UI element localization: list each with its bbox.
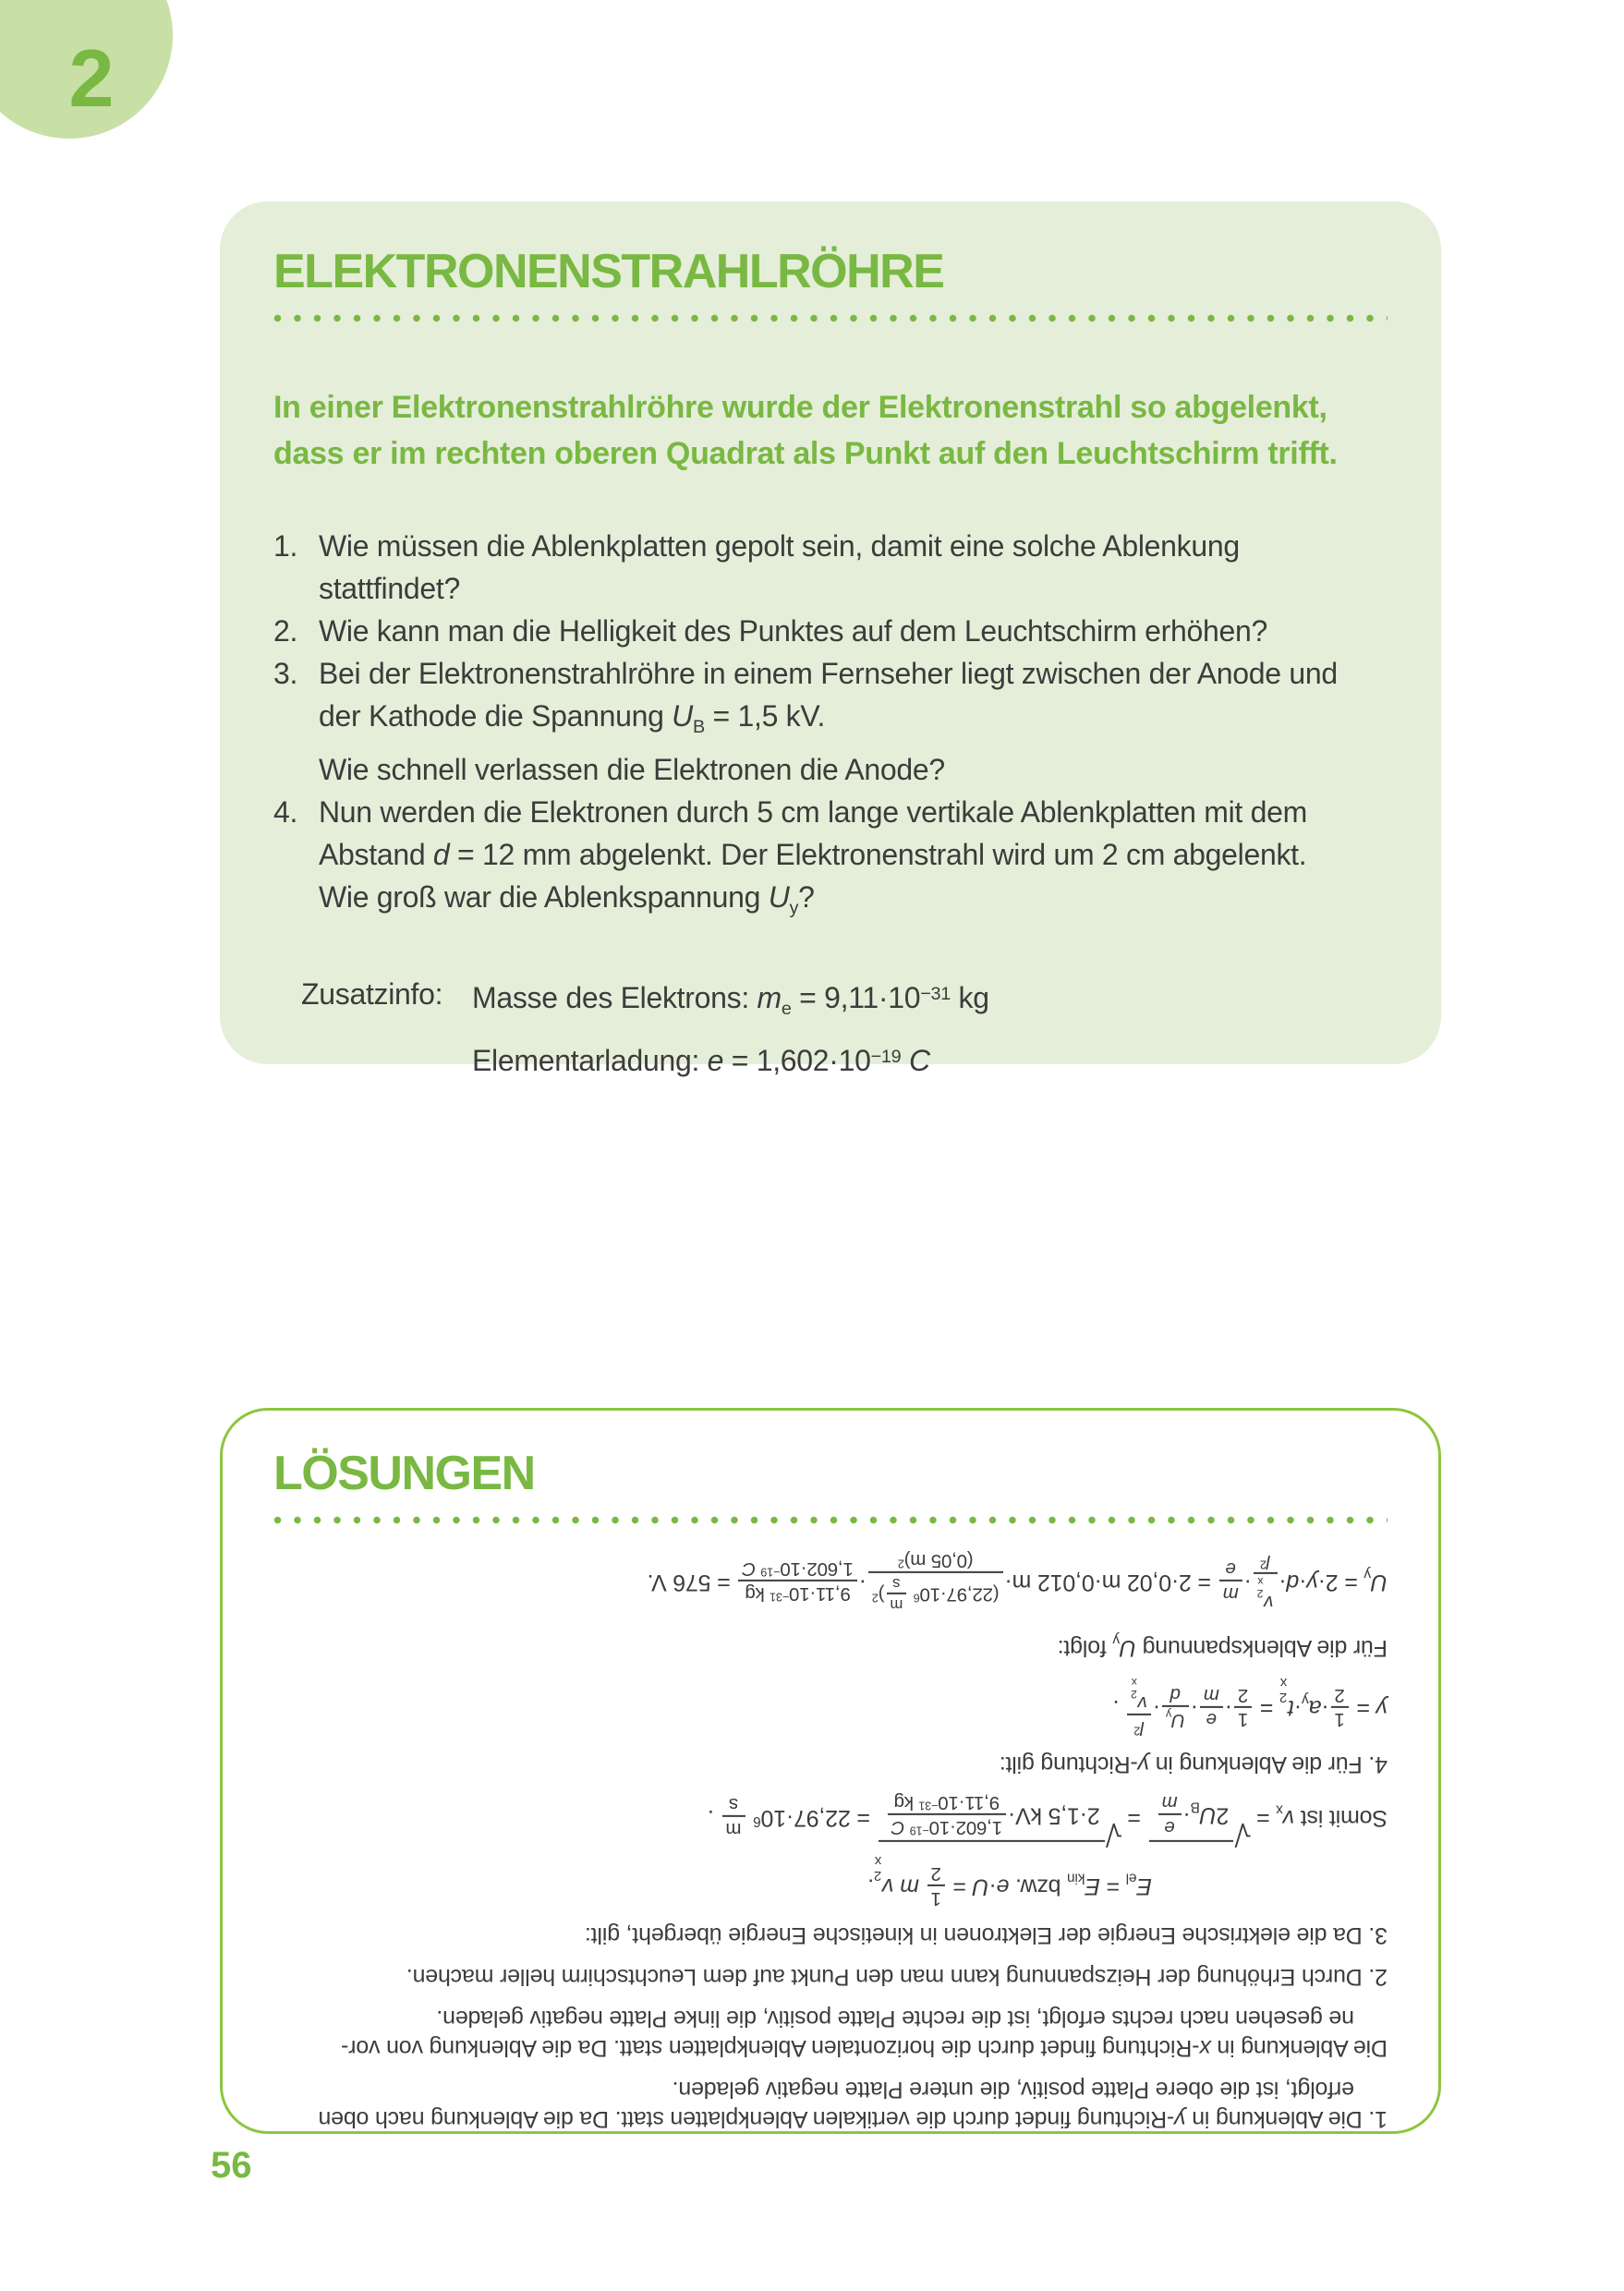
page-number: 56 <box>211 2145 252 2186</box>
variable: x <box>1199 2034 1211 2061</box>
title-dots <box>273 314 1388 323</box>
text-token: Wie müssen die Ablenkplatten gepolt sein, damit eine solche Ablenkung <box>319 529 1240 563</box>
exponent: 2 <box>874 1868 882 1885</box>
denominator <box>1254 1550 1278 1572</box>
solution-item <box>273 2075 1388 2134</box>
numerator <box>1234 1705 1252 1729</box>
text-token: Die Ablenkung in <box>1185 2105 1363 2132</box>
intro-line: In einer Elektronenstrahlröhre wurde der Elektronenstrahl so abgelenkt, <box>273 390 1327 425</box>
solution-item <box>273 2004 1388 2063</box>
text-token: kg <box>745 1583 770 1606</box>
text-token: Masse des Elektrons: <box>472 980 757 1014</box>
text-token: Da die elektrische Energie der Elektronen in kinetische Energie übergeht, gilt: <box>585 1921 1363 1948</box>
exponent: −31 <box>918 1799 939 1813</box>
text-token: = <box>1250 1804 1277 1831</box>
variable: U <box>768 879 790 914</box>
solutions-title-dots <box>273 1516 1388 1525</box>
zusatzinfo-values <box>472 970 989 1085</box>
text-token: · <box>858 1569 867 1595</box>
variable-sub <box>672 699 705 737</box>
text-token: = 12 mm abgelenkt. Der Elektronenstrahl wird um 2 cm abgelenkt. <box>449 837 1307 871</box>
question-number: 1. <box>273 529 298 563</box>
text-token: · <box>1182 1801 1191 1828</box>
solution-line <box>273 2004 1354 2033</box>
question-body <box>319 610 1388 652</box>
subscript: y <box>1302 1691 1309 1708</box>
variable: e <box>996 1873 1010 1900</box>
variable: e <box>1206 1709 1218 1731</box>
exponent: −31 <box>770 1590 790 1605</box>
text-token: Wie kann man die Helligkeit des Punktes auf dem Leuchtschirm erhöhen? <box>319 614 1267 648</box>
text-token: 2·1,5 kV· <box>1008 1801 1100 1828</box>
question-item <box>273 525 1388 610</box>
question-number: 4. <box>273 794 298 829</box>
text-token: 2 <box>930 1862 941 1885</box>
subscript: x <box>1257 1574 1264 1588</box>
solution-line <box>273 1549 1388 1613</box>
numerator <box>1254 1572 1278 1612</box>
denominator <box>1331 1683 1349 1705</box>
question-line <box>319 833 1388 876</box>
text-token: Bei der Elektronenstrahlröhre in einem Fernseher liegt zwischen der Anode und <box>319 657 1338 690</box>
text-token: . <box>867 1873 875 1900</box>
numerator <box>868 1571 1003 1613</box>
solution-line <box>273 1791 1388 1842</box>
text-token: = 1,602·10 <box>723 1043 871 1077</box>
text-token: · <box>1294 1694 1303 1721</box>
denominator <box>1162 1683 1189 1705</box>
question-number: 2. <box>273 614 298 648</box>
problem-box <box>220 201 1441 1077</box>
text-token: der Kathode die Spannung <box>319 699 673 733</box>
variable: v <box>1137 1691 1147 1714</box>
numerator <box>888 1813 1006 1837</box>
exponent: 2 <box>1256 1586 1264 1600</box>
variable: v <box>882 1873 894 1900</box>
text-token: = <box>1099 1873 1126 1900</box>
numerator <box>1219 1580 1242 1604</box>
solution-line <box>273 1625 1388 1663</box>
subscript: el <box>1125 1870 1137 1886</box>
text-token: = <box>1254 1694 1280 1721</box>
text-token <box>904 1817 910 1838</box>
numerator <box>1127 1714 1151 1738</box>
text-token: 2 <box>1216 1801 1230 1828</box>
question-body <box>319 652 1388 791</box>
variable: C <box>742 1558 757 1581</box>
exponent: 2 <box>898 1557 904 1571</box>
text-token: · <box>1279 1569 1287 1595</box>
text-token: 1,602·10 <box>928 1816 1003 1838</box>
text-token: = <box>1121 1804 1147 1831</box>
fraction <box>738 1558 856 1604</box>
text-token <box>919 1873 926 1899</box>
denominator <box>888 1791 1006 1813</box>
problem-title: ELEKTRONENSTRAHLRÖHRE <box>273 245 944 298</box>
variable-sub <box>1276 1801 1295 1831</box>
text-token: Elementarladung: <box>472 1043 708 1077</box>
variable: e <box>1225 1558 1236 1581</box>
question-number: 3. <box>273 657 298 690</box>
fraction <box>868 1549 1003 1613</box>
solution-line <box>273 1921 1388 1950</box>
question-line <box>319 876 1388 929</box>
problem-intro <box>273 384 1388 477</box>
text-token: (22,97·10 <box>919 1583 1000 1606</box>
solutions-content-rotated <box>273 1549 1388 2134</box>
subscript: B <box>692 716 705 737</box>
variable: U <box>1171 1710 1185 1732</box>
variable: U <box>1120 1635 1136 1662</box>
variable-sup <box>1260 1551 1270 1572</box>
variable: m <box>757 980 782 1014</box>
text-token: ) <box>878 1583 885 1606</box>
zusatzinfo-row <box>472 1033 989 1085</box>
exponent: 2 <box>872 1591 879 1606</box>
variable-sub <box>757 980 792 1019</box>
text-token: Durch Erhöhung der Heizspannung kann man den Punkt auf dem Leuchtschirm heller machen. <box>406 1963 1363 1990</box>
exponent: −31 <box>920 983 951 1004</box>
numerator <box>738 1580 856 1604</box>
fraction <box>1254 1550 1278 1612</box>
variable-sub <box>768 879 799 918</box>
text-token: = 2·0,02 m·0,012 m· <box>1004 1569 1218 1595</box>
text-token: Nun werden die Elektronen durch 5 cm lange vertikale Ablenkplatten mit dem <box>319 794 1307 829</box>
text-token: s <box>892 1574 901 1593</box>
denominator <box>1158 1791 1182 1813</box>
exponent: 2 <box>1133 1724 1141 1739</box>
text-token: Somit ist <box>1294 1804 1388 1831</box>
fraction <box>1219 1558 1242 1604</box>
exponent: −19 <box>870 1046 902 1067</box>
square-root <box>1149 1791 1234 1842</box>
zusatzinfo-label: Zusatzinfo: <box>301 976 443 1011</box>
solution-line <box>273 1962 1388 1992</box>
solution-item <box>273 1750 1388 1779</box>
text-token: 2 <box>1238 1684 1249 1706</box>
text-token: . <box>708 1804 721 1831</box>
variable: e <box>707 1043 724 1077</box>
denominator <box>927 1862 945 1885</box>
text-token: erfolgt, ist die obere Platte positiv, die untere Platte negativ geladen. <box>672 2076 1354 2103</box>
variable-subsup <box>874 1853 894 1900</box>
question-body <box>319 791 1388 929</box>
variable: E <box>1136 1873 1152 1900</box>
variable: t <box>1288 1694 1295 1721</box>
variable: d <box>1170 1683 1182 1705</box>
solution-number: 4. <box>1362 1751 1388 1777</box>
variable: U <box>972 1873 989 1900</box>
variable: y <box>1306 1569 1318 1595</box>
text-token <box>747 1804 754 1830</box>
text-token <box>901 1044 909 1077</box>
text-token: kg <box>950 980 989 1014</box>
variable: v <box>1282 1804 1295 1831</box>
text-token: Die Ablenkung in <box>1210 2034 1388 2061</box>
variable-subsup <box>1279 1674 1295 1721</box>
exponent: 6 <box>913 1591 920 1606</box>
zusatzinfo <box>273 970 1388 1085</box>
numerator <box>927 1885 945 1909</box>
text-token: . <box>1112 1694 1126 1721</box>
text-token: Für die Ablenkspannung <box>1136 1635 1388 1662</box>
numerator <box>1158 1813 1182 1837</box>
variable: y <box>1376 1694 1388 1721</box>
denominator <box>1200 1683 1223 1705</box>
solution-item <box>273 1854 1152 1909</box>
fraction <box>927 1862 945 1909</box>
text-token: Wie groß war die Ablenkspannung <box>319 879 769 914</box>
fraction <box>1127 1676 1151 1738</box>
solution-line <box>273 2033 1388 2063</box>
variable: e <box>1164 1816 1175 1838</box>
solution-line <box>273 2075 1354 2104</box>
solution-line <box>273 1750 1388 1779</box>
text-token: (0,05 m) <box>903 1549 974 1571</box>
question-item <box>273 791 1388 929</box>
subscript: y <box>1166 1707 1172 1722</box>
solutions-box <box>220 1408 1441 2134</box>
question-line <box>319 567 1388 610</box>
zusatzinfo-row <box>472 970 989 1033</box>
question-line <box>319 610 1388 652</box>
text-token: = 1,5 kV. <box>704 699 826 733</box>
text-token: -Richtung findet durch die vertikalen Ablenkplatten statt. Da die Ablenkung nach oben <box>318 2105 1175 2132</box>
text-token: · <box>1152 1694 1161 1721</box>
text-token: m <box>725 1819 742 1841</box>
chapter-number: 2 <box>68 32 115 124</box>
text-token: bzw. <box>1009 1873 1068 1900</box>
variable: m <box>900 1873 919 1900</box>
text-token: = 2· <box>1317 1569 1364 1595</box>
subscript: kin <box>1067 1870 1085 1886</box>
variable: y <box>1174 2105 1186 2132</box>
variable: d <box>1286 1569 1300 1595</box>
subscript: y <box>1363 1566 1372 1582</box>
variable: m <box>1222 1583 1239 1606</box>
denominator <box>722 1793 745 1815</box>
variable-subsup <box>1256 1574 1274 1613</box>
text-token: = <box>946 1873 973 1900</box>
text-token: 1 <box>1238 1709 1249 1731</box>
variable: v <box>1264 1591 1274 1613</box>
text-token <box>908 1583 914 1605</box>
variable: m <box>1161 1791 1178 1813</box>
numerator <box>887 1593 907 1613</box>
subscript: e <box>781 998 792 1019</box>
text-token: 1 <box>930 1887 941 1909</box>
text-token: · <box>1321 1694 1329 1721</box>
solution-item <box>273 1675 1388 1738</box>
question-body <box>319 525 1388 610</box>
question-line <box>319 525 1388 567</box>
variable-sub <box>1125 1870 1152 1900</box>
text-token: -Richtung gilt: <box>999 1751 1138 1777</box>
solution-item <box>273 1625 1388 1663</box>
exponent: −19 <box>760 1566 781 1581</box>
fraction <box>887 1574 907 1613</box>
text-token: 2 <box>1334 1684 1345 1706</box>
variable: d <box>432 837 450 871</box>
variable-sub <box>1190 1799 1217 1828</box>
text-token: 1 <box>1334 1709 1345 1731</box>
variable: a <box>1308 1694 1322 1721</box>
solutions-title: LÖSUNGEN <box>273 1447 535 1500</box>
numerator <box>1200 1705 1223 1729</box>
question-line <box>319 791 1388 833</box>
subscript: y <box>789 897 799 918</box>
variable: l <box>1140 1716 1145 1739</box>
solution-item <box>273 1921 1388 1950</box>
variable-sub <box>1166 1707 1185 1732</box>
solution-number: 2. <box>1362 1963 1388 1990</box>
solution-item <box>273 1791 1388 1842</box>
fraction <box>1158 1791 1182 1837</box>
sub-sup-stack <box>874 1854 881 1884</box>
sub-sup-stack <box>1257 1575 1264 1599</box>
text-token: ne gesehen nach rechts erfolgt, ist die rechte Platte positiv, die linke Platte negativ geladen. <box>436 2005 1354 2031</box>
subscript: y <box>1112 1631 1121 1648</box>
question-line <box>319 652 1388 695</box>
text-token: Für die Ablenkung in <box>1149 1751 1363 1777</box>
numerator <box>722 1815 745 1839</box>
chapter-badge <box>0 0 173 139</box>
text-token: kg <box>893 1791 919 1813</box>
exponent: 2 <box>1279 1689 1288 1705</box>
text-token: s <box>729 1794 739 1816</box>
solution-line <box>273 1675 1388 1738</box>
numerator <box>1162 1705 1189 1731</box>
subscript: x <box>874 1853 882 1870</box>
text-token: Wie schnell verlassen die Elektronen die Anode? <box>319 752 945 786</box>
text-token: · <box>1224 1694 1232 1721</box>
text-token: = <box>1350 1694 1376 1721</box>
exponent: 2 <box>1131 1687 1137 1701</box>
text-token <box>894 1873 901 1899</box>
sub-sup-stack <box>1279 1675 1287 1704</box>
variable: l <box>1266 1551 1271 1572</box>
text-token: folgt: <box>1057 1635 1113 1662</box>
variable: U <box>1371 1569 1388 1595</box>
text-token: 9,11·10 <box>938 1791 1000 1813</box>
question-line <box>319 748 1388 791</box>
numerator <box>1331 1705 1349 1729</box>
denominator <box>887 1574 907 1593</box>
exponent: 6 <box>753 1812 761 1829</box>
denominator <box>738 1558 856 1580</box>
subscript: x <box>1276 1801 1283 1818</box>
text-token: 1,602·10 <box>780 1558 854 1581</box>
fraction <box>1331 1683 1349 1729</box>
fraction <box>1200 1683 1223 1729</box>
text-token: 9,11·10 <box>789 1583 851 1606</box>
fraction <box>888 1791 1006 1837</box>
solution-number: 3. <box>1362 1921 1388 1948</box>
denominator <box>868 1549 1003 1571</box>
solution-number: 1. <box>1362 2105 1388 2132</box>
variable-sub <box>1363 1566 1388 1595</box>
text-token: = 576 V. <box>647 1569 737 1595</box>
solution-line <box>273 2104 1388 2134</box>
subscript: x <box>1131 1676 1137 1690</box>
variable: C <box>908 1043 930 1077</box>
subscript: x <box>1279 1674 1288 1691</box>
variable-sub <box>1067 1870 1100 1900</box>
variable: y <box>1137 1751 1150 1777</box>
question-list <box>273 525 1388 929</box>
solution-line <box>273 1854 1152 1909</box>
denominator <box>1234 1683 1252 1705</box>
question-line <box>319 695 1388 748</box>
variable: U <box>672 699 693 733</box>
variable: E <box>1085 1873 1100 1900</box>
variable-sub <box>1302 1691 1322 1721</box>
exponent: 2 <box>1260 1558 1266 1572</box>
text-token: · <box>1299 1569 1307 1595</box>
subscript: B <box>1190 1799 1200 1815</box>
fraction <box>722 1793 745 1839</box>
text-token: ? <box>798 879 815 914</box>
question-item <box>273 610 1388 652</box>
text-token: · <box>1243 1569 1252 1595</box>
exponent: −19 <box>909 1824 929 1838</box>
variable-subsup <box>1131 1676 1147 1714</box>
variable: C <box>891 1816 905 1838</box>
text-token: · <box>1190 1694 1198 1721</box>
text-token: Abstand <box>319 837 433 871</box>
text-token: m <box>890 1595 903 1614</box>
solution-item <box>273 1549 1388 1613</box>
solution-item <box>273 1962 1388 1992</box>
sub-sup-stack <box>1131 1676 1137 1700</box>
question-item <box>273 652 1388 791</box>
square-root <box>879 1791 1105 1842</box>
text-token <box>756 1558 761 1580</box>
text-token: -Richtung findet durch die horizontalen Ablenkplatten statt. Da die Ablenkung von vor- <box>341 2034 1200 2061</box>
variable-sup <box>1133 1717 1144 1739</box>
denominator <box>1127 1676 1151 1714</box>
text-token: · <box>988 1873 997 1900</box>
denominator <box>1219 1558 1242 1580</box>
text-token: = 9,11·10 <box>791 980 921 1014</box>
variable: m <box>1203 1684 1219 1706</box>
fraction <box>1162 1683 1189 1731</box>
intro-line: dass er im rechten oberen Quadrat als Punkt auf den Leuchtschirm trifft. <box>273 436 1338 471</box>
text-token: = 22,97·10 <box>760 1804 877 1831</box>
variable-sub <box>1112 1631 1136 1662</box>
fraction <box>1234 1683 1252 1729</box>
variable: U <box>1199 1801 1217 1828</box>
text-token: stattfindet? <box>319 572 460 605</box>
